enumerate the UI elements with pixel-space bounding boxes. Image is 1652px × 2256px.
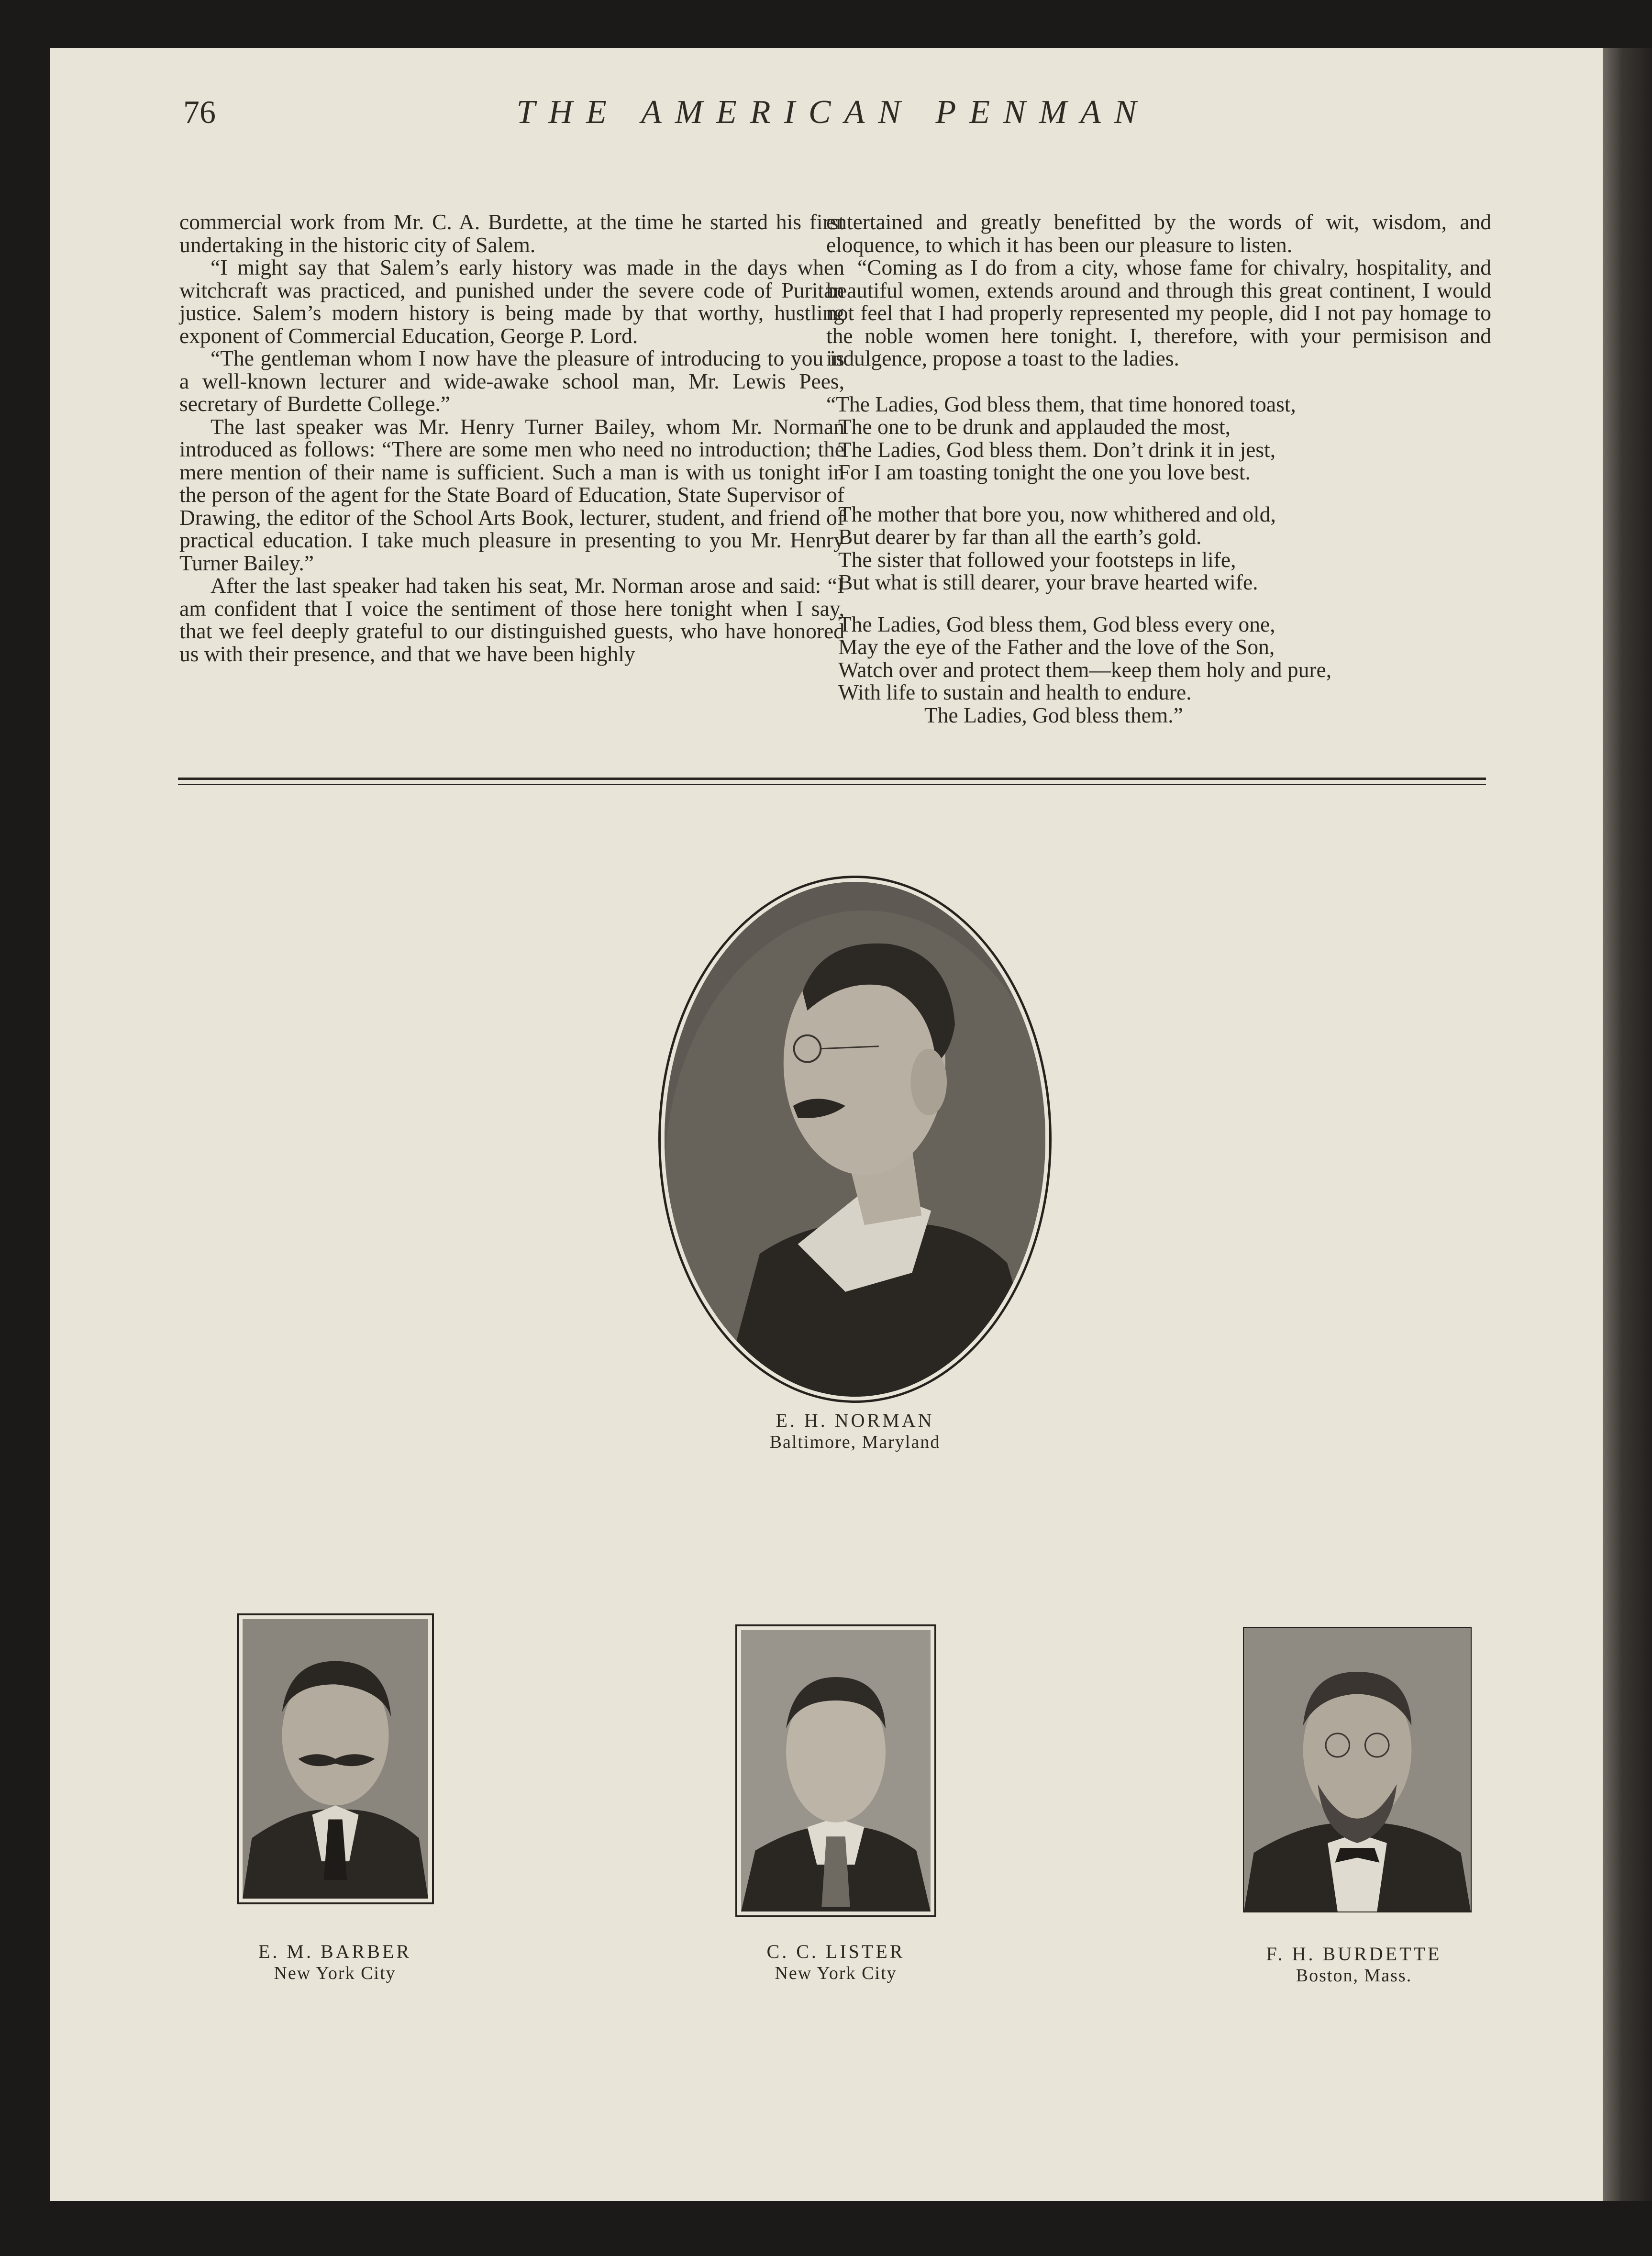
paragraph: “The gentleman whom I now have the pleasure of introducing to you is a well-known lecturer and wide-awake school man, Mr. Lewis Pees, secretary of Burdette College.” <box>179 346 844 416</box>
page-number: 76 <box>183 94 216 130</box>
poem-line: For I am toasting tonight the one you love best. <box>838 460 1251 484</box>
paragraph: commercial work from Mr. C. A. Burdette, at the time he started his first undertaking in the historic city of Salem. <box>179 210 844 257</box>
caption-burdette <box>1234 1943 1474 1986</box>
page-header <box>0 93 1652 136</box>
poem-line: With life to sustain and health to endure. <box>838 680 1192 704</box>
poem-stanza <box>826 613 1491 727</box>
paragraph: entertained and greatly benefitted by the words of wit, wisdom, and eloquence, to which it has been our pleasure to listen. <box>826 210 1491 257</box>
poem-line: The Ladies, God bless them, God bless every one, <box>838 611 1275 636</box>
poem-closing-line: The Ladies, God bless them.” <box>924 702 1183 727</box>
poem-line: Watch over and protect them—keep them holy and pure, <box>838 657 1332 682</box>
caption-lister <box>721 1940 951 1984</box>
poem-line: The one to be drunk and applauded the most, <box>838 414 1231 439</box>
poem-line: May the eye of the Father and the love of the Son, <box>838 634 1275 659</box>
portrait-name: E. H. NORMAN <box>776 1410 934 1431</box>
portrait-barber-frame <box>237 1613 434 1904</box>
poem-stanza <box>826 393 1491 484</box>
portrait-name: F. H. BURDETTE <box>1266 1943 1442 1965</box>
portrait-name: C. C. LISTER <box>766 1941 905 1962</box>
paragraph: The last speaker was Mr. Henry Turner Bailey, whom Mr. Norman introduced as follows: “There are some men who need no introduction; the mere mention of their name is sufficient. Such a man is with us tonight in the person of the agent for the State Board of Education, State Supervisor of Drawing, the editor of the School Arts Book, lecturer, student, and friend of practical education. I take much pleasure in presenting to you Mr. Henry Turner Bailey.” <box>179 414 844 575</box>
poem-line: But what is still dearer, your brave hearted wife. <box>838 570 1258 594</box>
caption-barber <box>220 1940 450 1984</box>
caption-norman <box>713 1409 997 1453</box>
portrait-norman-oval <box>658 876 1052 1403</box>
double-rule-divider <box>178 778 1486 785</box>
poem-stanza <box>826 503 1491 594</box>
magazine-title: THE AMERICAN PENMAN <box>516 94 1150 131</box>
portrait-photo-barber <box>243 1619 428 1899</box>
poem-line: The sister that followed your footsteps in life, <box>838 547 1236 572</box>
portrait-place: New York City <box>274 1963 396 1983</box>
left-column <box>179 211 844 665</box>
paragraph: “I might say that Salem’s early history was made in the days when witchcraft was practiced, and punished under the severe code of Puritan justice. Salem’s modern history is being made by that worthy, hustling exponent of Commercial Education, George P. Lord. <box>179 255 844 348</box>
portrait-lister-frame <box>735 1624 936 1917</box>
right-column <box>826 211 1491 726</box>
portrait-name: E. M. BARBER <box>258 1941 412 1962</box>
paragraph: “Coming as I do from a city, whose fame for chivalry, hospitality, and beautiful women, extends around and through this great continent, I would not feel that I had properly represented my people, did I not pay homage to the noble women here tonight. I, therefore, with your permisison and indulgence, propose a toast to the ladies. <box>826 255 1491 370</box>
portrait-place: New York City <box>775 1963 897 1983</box>
portrait-photo-burdette <box>1244 1628 1471 1911</box>
portrait-burdette-frame <box>1243 1627 1472 1912</box>
portrait-photo-lister <box>741 1630 931 1911</box>
poem-line: The Ladies, God bless them. Don’t drink it in jest, <box>838 437 1276 462</box>
toast-poem <box>826 393 1491 727</box>
poem-line: “The Ladies, God bless them, that time honored toast, <box>826 391 1296 416</box>
portrait-photo-norman <box>665 882 1045 1397</box>
portrait-place: Baltimore, Maryland <box>769 1432 941 1452</box>
portrait-place: Boston, Mass. <box>1296 1966 1412 1986</box>
poem-line: The mother that bore you, now whithered and old, <box>838 501 1276 526</box>
poem-line: But dearer by far than all the earth’s gold. <box>838 524 1202 549</box>
binding-edge <box>1603 48 1652 2201</box>
paragraph: After the last speaker had taken his seat, Mr. Norman arose and said: “I am confident that I voice the sentiment of those here tonight when I say, that we feel deeply grateful to our distinguished guests, who have honored us with their presence, and that we have been highly <box>179 573 844 666</box>
